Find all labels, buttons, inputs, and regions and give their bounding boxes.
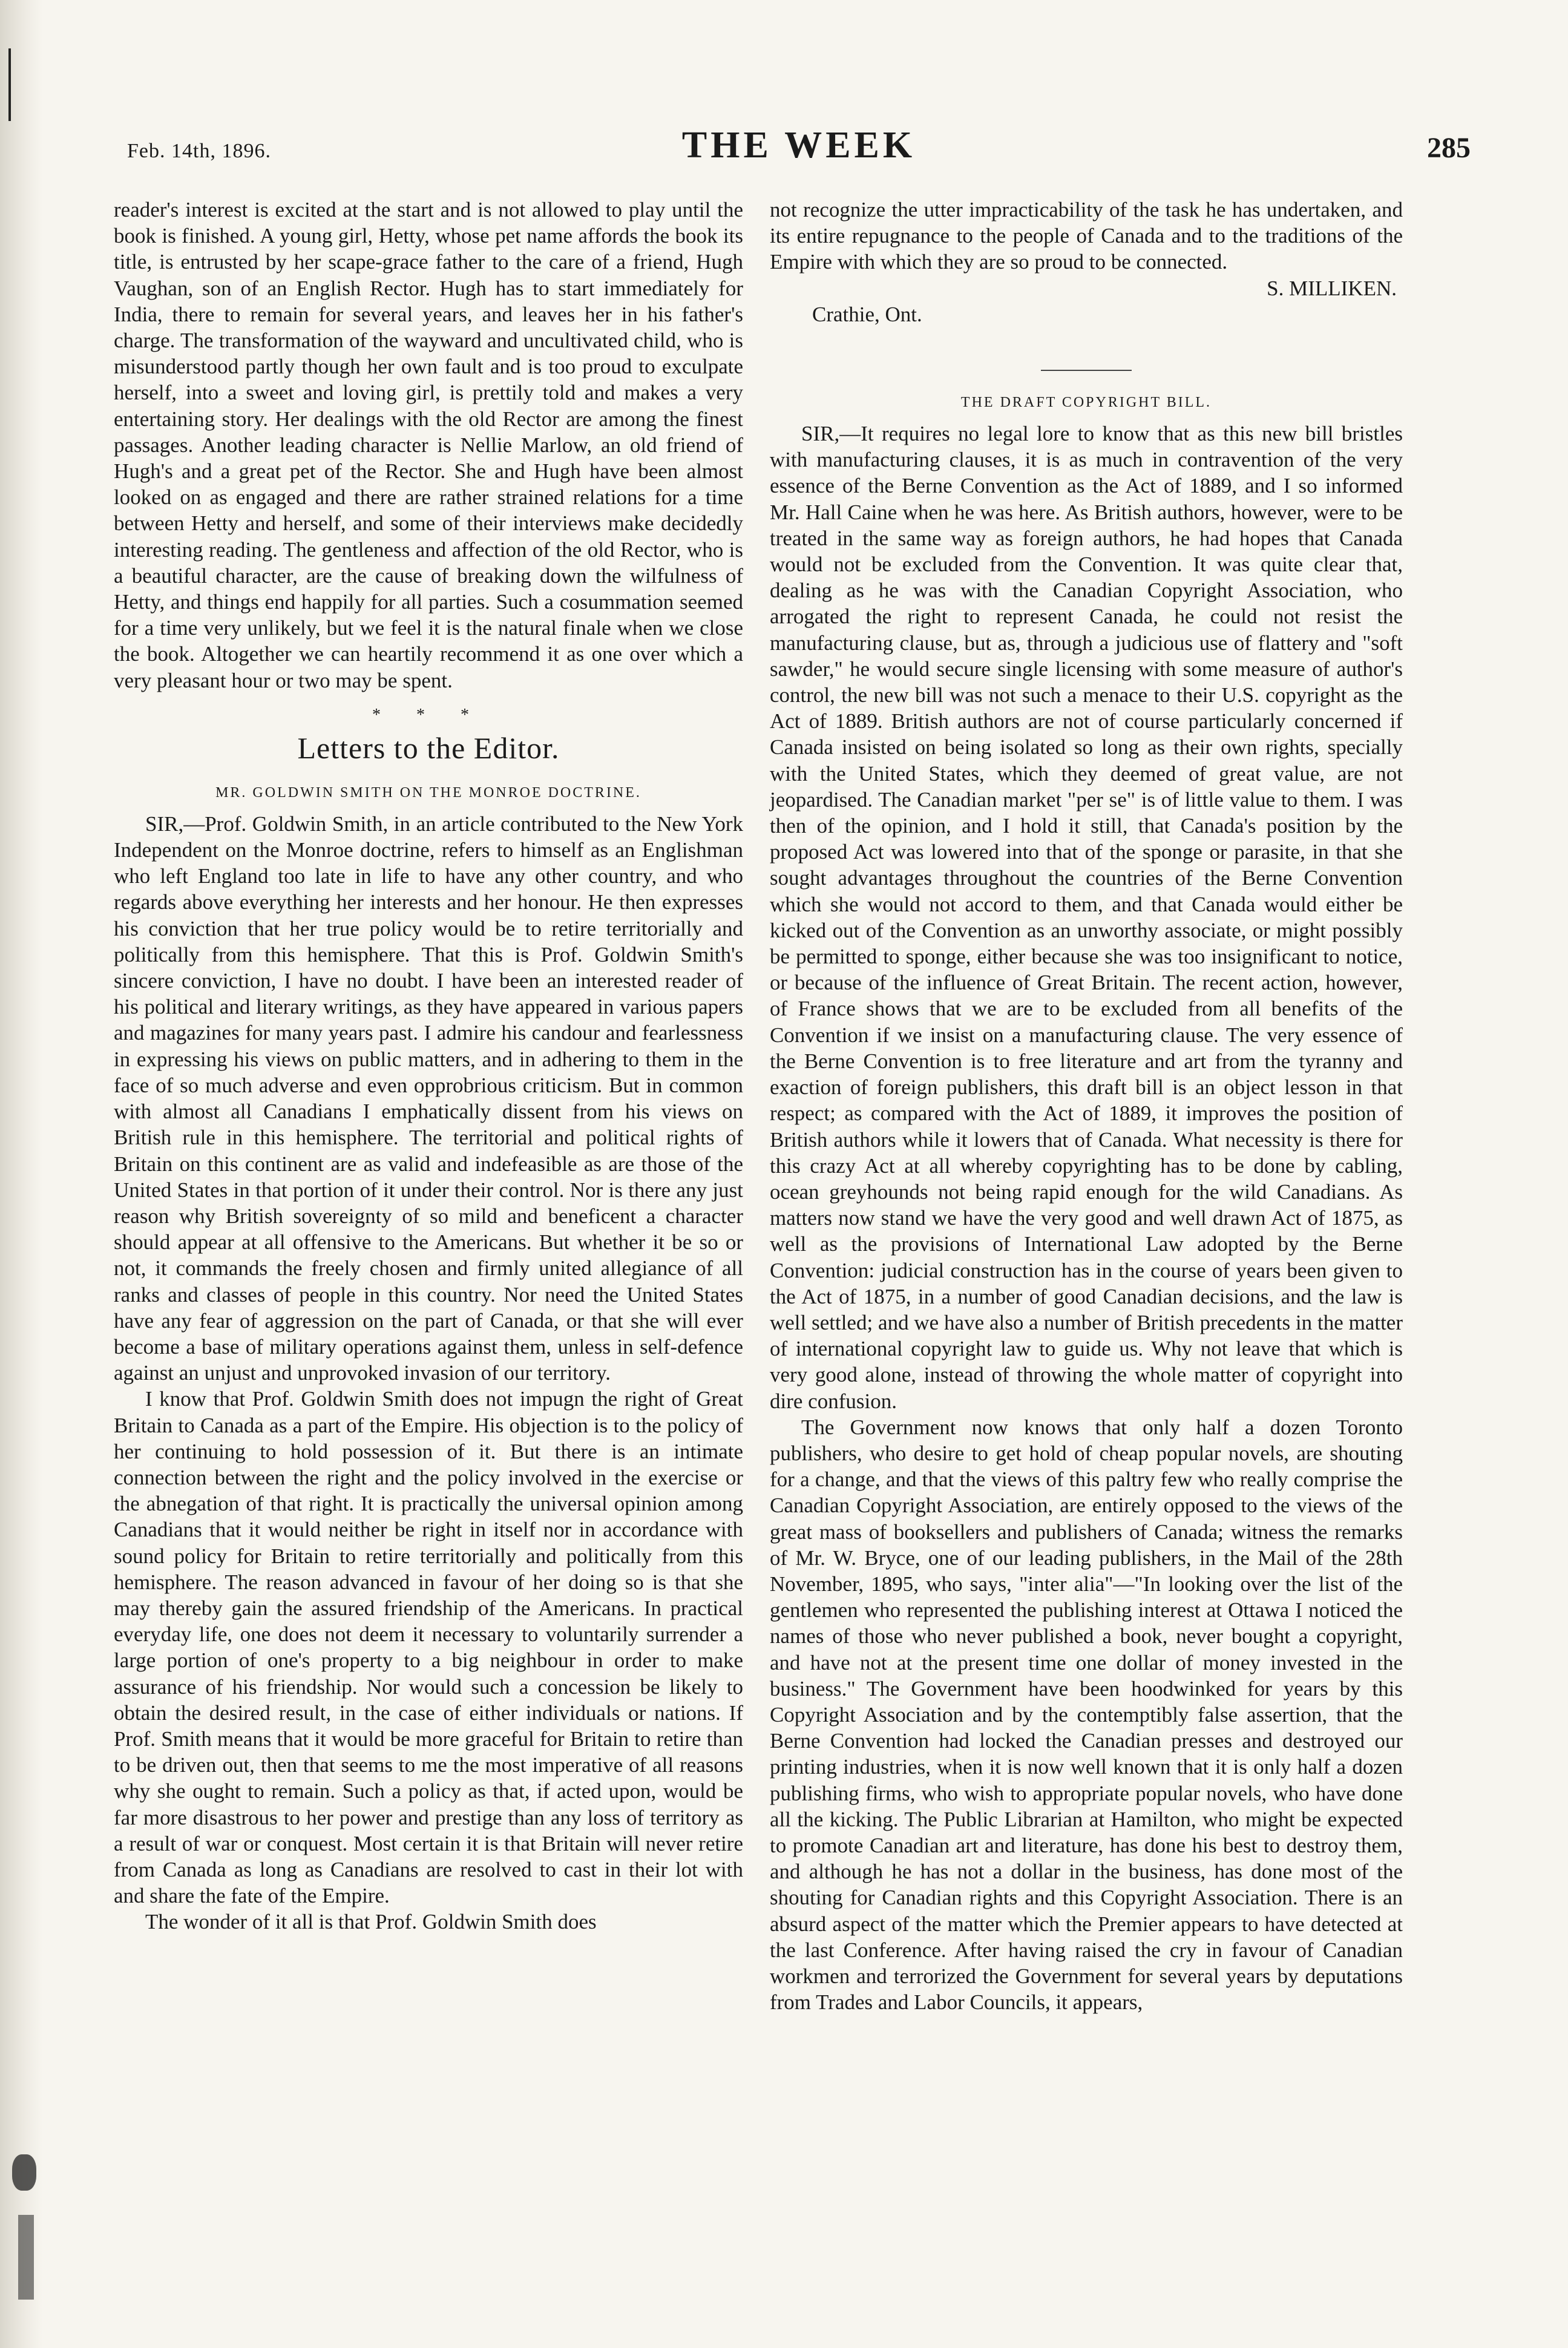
letter-paragraph: not recognize the utter impracticability of the task he has undertaken, and its entire repugnance to the people of Canada and to the traditions of the Empire with which they are so proud to be connected. xyxy=(770,198,1403,274)
letter-paragraph: The Government now knows that only half a dozen Toronto publishers, who desire to get hold of cheap popular novels, are shouting for a change, and that the views of this paltry few who really comprise the Canadian Copyright Association, are entirely opposed to the views of the great mass of booksellers and publishers of Canada; witness the remarks of Mr. W. Bryce, one of our leading publishers, in the Mail of the 28th November, 1895, who says, "inter alia"—"In looking over the list of the gentlemen who represented the publishing interest at Ottawa I noticed the names of those who never published a book, never bought a copyright, and have not at the present time one dollar of money invested in the business." The Government have been hoodwinked for years by this Copyright Association and by the contemptibly false assertion, that the Berne Convention had locked the Canadian presses and destroyed our printing industries, when it is now well known that it is only half a dozen publishing firms, who wish to appropriate popular novels, who have done all the kicking. The Public Librarian at Hamilton, who might be expected to promote Canadian art and literature, has done his best to destroy them, and although he has not a dollar in the business, has done most of the shouting for Canadian rights and this Copyright Association. There is an absurd aspect of the matter which the Premier appears to have detected at the last Conference. After having raised the cry in favour of Canadian workmen and terrorized the Government for several years by deputations from Trades and Labor Councils, it appears, xyxy=(770,1415,1403,2015)
binding-mark xyxy=(18,2215,34,2300)
letter-heading: MR. GOLDWIN SMITH ON THE MONROE DOCTRINE. xyxy=(215,784,641,801)
review-paragraph: reader's interest is excited at the start and is not allowed to play until the book is finished. A young girl, Hetty, whose pet name affords the book its title, is entrusted by her scape-grace father to the care of a friend, Hugh Vaughan, son of an English Rector. Hugh has to start immediately for India, there to remain for several years, and leaves her in his father's charge. The transformation of the wayward and uncultivated child, who is misunderstood partly though her own fault and is too proud to exculpate herself, into a sweet and loving girl, is prettily told and makes a very entertaining story. Her dealings with the old Rector are among the finest passages. Another leading character is Nellie Marlow, an old friend of Hugh's and a great pet of the Rector. She and Hugh have been almost looked on as engaged and there are rather strained relations for a time between Hetty and herself, and some of their interviews make decidedly interesting reading. The gentleness and affection of the old Rector, who is a beautiful character, are the cause of breaking down the wilfulness of Hetty, and things end happily for all parties. Such a cosummation seemed for a time very unlikely, but we feel it is the natural finale when we close the book. Altogether we can heartily recommend it as one over which a very pleasant hour or two may be spent. xyxy=(114,198,743,692)
section-divider xyxy=(1041,370,1132,371)
issue-date: Feb. 14th, 1896. xyxy=(127,140,271,162)
letter-paragraph: SIR,—It requires no legal lore to know that as this new bill bristles with manufacturing clauses, it is as much in contravention of the very essence of the Berne Convention as the Act of 1889, and I so informed Mr. Hall Caine when he was here. As British authors, however, were to be treated in the same way as foreign authors, he had hopes that Canada would not be excluded from the Convention. It was quite clear that, dealing as he was with the Canadian Copyright Association, who arrogated the right to represent Canada, he could not resist the manufacturing clause, but as, through a judicious use of flattery and "soft sawder," he would secure single licensing with some measure of author's control, the new bill was not such a menace to their U.S. copyright as the Act of 1889. British authors are not of course particularly concerned if Canada insisted on being isolated so long as their own rights, specially with the United States, which they deemed of great value, are not jeopardised. The Canadian market "per se" is of little value to them. I was then of the opinion, and I hold it still, that Canada's position by the proposed Act was lowered into that of the sponge or parasite, in that she sought advantages throughout the countries of the Berne Convention which she would not accord to them, and that Canada would either be kicked out of the Convention as an unworthy associate, or might possibly be permitted to sponge, either because she was too insignificant to notice, or because of the influence of Great Britain. The recent action, however, of France shows that we are to be excluded from all benefits of the Convention if we insist on a manufacturing clause. The very essence of the Berne Convention is to free literature and art from the tyranny and exaction of foreign publishers, this draft bill is an object lesson in that respect; as compared with the Act of 1889, it improves the position of British authors while it lowers that of Canada. What necessity is there for this crazy Act at all whereby copyrighting has to be done by cabling, ocean greyhounds not being rapid enough for the wild Canadians. As matters now stand we have the very good and well drawn Act of 1875, as well as the provisions of International Law adopted by the Berne Convention: judicial construction has in the course of years been given to the Act of 1875, in a number of good Canadian decisions, and the law is well settled; and we have also a number of British precedents in the matter of international copyright law to guide us. Why not leave that which is very good alone, instead of throwing the whole matter of copyright into dire confusion. xyxy=(770,422,1403,1413)
left-column xyxy=(114,197,743,1935)
publication-title: THE WEEK xyxy=(681,125,916,166)
letter-signature: S. MILLIKEN. xyxy=(1267,276,1397,300)
section-separator-stars: * * * xyxy=(372,705,485,724)
letter-paragraph: SIR,—Prof. Goldwin Smith, in an article contributed to the New York Independent on the Monroe doctrine, refers to himself as an Englishman who left England too late in life to have any other country, and who regards above everything her interests and her honour. He then expresses his conviction that her true policy would be to retire territorially and politically from this hemisphere. That this is Prof. Goldwin Smith's sincere conviction, I have no doubt. I have been an interested reader of his political and literary writings, as they have appeared in various papers and magazines for many years past. I admire his candour and fearlessness in expressing his views on public matters, and in adhering to them in the face of so much adverse and even opprobrious criticism. But in common with almost all Canadians I emphatically dissent from his views on British rule in this hemisphere. The territorial and political rights of Britain on this continent are as valid and indefeasible as are those of the United States in that portion of it under their control. Nor is there any just reason why British sovereignty of so mild and beneficent a character should appear at all offensive to the Americans. But whether it be so or not, it commands the freely chosen and firmly united allegiance of all ranks and classes of people in this country. Nor need the United States have any fear of aggression on the part of Canada, or that she will ever become a base of military operations against them, unless in self-defence against an unjust and unprovoked invasion of our territory. xyxy=(114,812,743,1385)
section-heading: Letters to the Editor. xyxy=(297,730,560,765)
letter-heading: THE DRAFT COPYRIGHT BILL. xyxy=(960,395,1212,411)
page-header xyxy=(127,124,1471,179)
letter-place: Crathie, Ont. xyxy=(812,302,922,326)
letter-paragraph: The wonder of it all is that Prof. Goldwin Smith does xyxy=(145,1910,597,1934)
binding-mark xyxy=(8,48,11,121)
right-column xyxy=(770,197,1403,2015)
letter-paragraph: I know that Prof. Goldwin Smith does not impugn the right of Great Britain to Canada as a part of the Empire. His objection is to the policy of her continuing to hold possession of it. But there is an intimate connection between the right and the policy involved in the exercise or the abnegation of that right. It is practically the universal opinion among Canadians that it would neither be right in itself nor in accordance with sound policy for Britain to retire territorially and politically from this hemisphere. The reason advanced in favour of her doing so is that she may thereby gain the assured friendship of the Americans. In practical everyday life, one does not deem it necessary to voluntarily surrender a large portion of one's property to a big neighbour in order to make assurance of his friendship. Nor would such a concession be likely to obtain the desired result, in the case of either individuals or nations. If Prof. Smith means that it would be more graceful for Britain to retire than to be driven out, then that seems to me the most imperative of all reasons why she ought to remain. Such a policy as that, if acted upon, would be far more disastrous to her power and prestige than any loss of territory as a result of war or conquest. Most certain it is that Britain will never retire from Canada as long as Canadians are resolved to cast in their lot with and share the fate of the Empire. xyxy=(114,1387,743,1908)
page-number: 285 xyxy=(1427,132,1471,164)
binding-mark xyxy=(12,2154,36,2191)
page-binding-edge xyxy=(0,0,42,2348)
